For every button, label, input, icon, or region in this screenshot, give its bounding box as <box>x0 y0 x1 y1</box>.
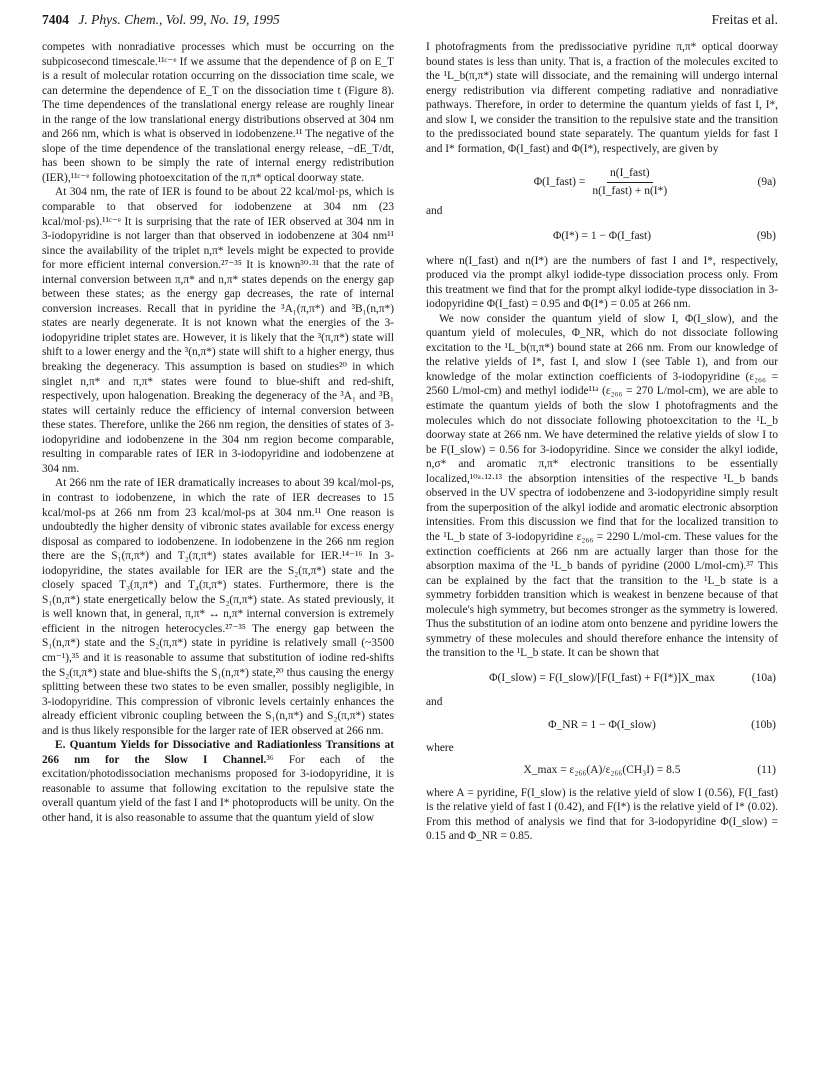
equation-11 <box>426 763 778 778</box>
equation-10b <box>426 718 778 733</box>
connector-text: and <box>426 696 443 709</box>
section-text: For each of the excitation/photodissociation mechanisms proposed for 3-iodopyridine, it is reasonable to assume that following excitation to the repulsive state the overall quantum yield of the fast I and I* photoproducts will be unity. On the other hand, it is also reasonable to assume that the quantum yield of slow <box>42 753 395 824</box>
fraction-denominator: n(I_fast) + n(I*) <box>592 184 668 197</box>
equation-expression: Φ(I*) = 1 − Φ(I_fast) <box>552 230 652 243</box>
connector-text: where <box>426 741 454 754</box>
equation-lhs: Φ(I_fast) = <box>533 176 586 189</box>
connector-text: and <box>426 205 443 218</box>
paragraph: where n(I_fast) and n(I*) are the numbers of fast I and I*, respectively, produced via the prompt alkyl iodide-type dissociation process only. From this treatment we find that for the prompt alkyl iodide-type dissociation in 3-iodopyridine Φ(I_fast) = 0.95 and Φ(I*) = 0.05 at 266 nm. <box>426 254 778 311</box>
equation-number: (9b) <box>756 230 776 243</box>
paragraph: We now consider the quantum yield of slow I, Φ(I_slow), and the quantum yield of molecules, Φ_NR, which do not dissociate following excitation to the ¹L_b(π,π*) bound state at 266 nm. From our knowledge of the relative yields of I*, fast I, and slow I (see Table 1), and from our knowledge of the molar extinction coefficients of 3-iodopyridine (ε₂₆₆ = 2560 L/mol-cm) and methyl iodide¹¹ᵃ (ε₂₆₆ = 270 L/mol-cm), we are able to estimate the quantum yields of both the slow I photofragments and the molecules which do not dissociate following photoexcitation to the ¹L_b doorway state at 266 nm. We have determined the relative yields of slow I to be F(I_slow) = 0.56 for 3-iodopyridine. Since we consider the alkyl iodide, n,σ* and aromatic π,π* electronic transitions to be essentially localized,¹⁰ᵃ·¹²·¹³ the absorption intensities of the respective ¹L_b bands observed in the UV spectra of iodobenzene and 3-iodopyridine simply result from the superposition of the alkyl iodide and aromatic electronic absorption intensities. From this discussion we find that for the localized transition to the ¹L_b state of 3-iodopyridine ε₂₆₆ = 2290 L/mol-cm. These values for the extinction coefficients at 266 nm are actually larger than those for the absorption maxima of the ¹L_b bands of pyridine (2000 L/mol-cm).³⁷ This can be explained by the fact that the transition to the ¹L_b state is a symmetry forbidden transition which is weakest in benzene because of that molecule's high symmetry, but becomes stronger as the symmetry is lowered. Thus the substitution of an iodine atom onto benzene and pyridine lowers the symmetry of these molecules and should therefore enhance the intensity of the transition to the ¹L_b state. It can be shown that <box>426 312 778 660</box>
paragraph: At 266 nm the rate of IER dramatically increases to about 39 kcal/mol-ps, in contrast to iodobenzene, in which the rate of IER decreases to 15 kcal/mol-ps at 266 nm from 23 kcal/mol-ps at 304 nm.¹¹ One reason is undoubtedly the higher density of vibronic states available for excess energy disposal as compared to iodobenzene. In iodobenzene in the 266 nm region there are the S₁(π,π*) and T₂(π,π*) states available for IER.¹⁴⁻¹⁶ In 3-iodopyridine, the states available for IER are the S₂(π,π*) state and the closely spaced T₃(π,π*) and T₄(π,π*) states. Furthermore, there is the S₁(n,π*) state energetically below the S₂(π,π*) state. As stated previously, it is well known that, in general, π,π* ↔ n,π* internal conversion is extremely efficient in the nitrogen heterocycles.²⁷⁻³⁵ The energy gap between the S₁(n,π*) state and the S₂(π,π*) state in pyridine is relatively small (~3500 cm⁻¹),³⁵ and it is reasonable to assume that substitution of iodine red-shifts the S₂(π,π*) state and blue-shifts the S₁(n,π*) state,²⁰ thus causing the energy splitting between these two states to be even smaller, possibly negligible, in 3-iodopyridine. This compression of vibronic levels certainly enhances the already efficient vibronic coupling between the S₁(n,π*) and S₂(π,π*) states and is thus likely responsible for the larger rate of IER observed at 266 nm. <box>42 477 394 737</box>
fraction-numerator: n(I_fast) <box>607 166 653 183</box>
right-column <box>426 40 778 844</box>
running-authors: Freitas et al. <box>711 12 778 27</box>
page-header <box>42 12 778 32</box>
section-paragraph <box>42 738 394 825</box>
equation-number: (9a) <box>757 176 776 189</box>
equation-expression: Φ_NR = 1 − Φ(I_slow) <box>548 718 656 731</box>
journal-citation: J. Phys. Chem., Vol. 99, No. 19, 1995 <box>78 12 280 27</box>
section-reference: ³⁶ <box>266 753 274 766</box>
equation-10a <box>426 671 778 686</box>
equation-number: (10b) <box>751 718 776 731</box>
left-column <box>42 40 394 826</box>
equation-number: (10a) <box>751 671 776 684</box>
equation-9a <box>426 166 778 198</box>
page-number: 7404 <box>42 12 69 27</box>
paragraph: where A = pyridine, F(I_slow) is the relative yield of slow I (0.56), F(I_fast) is the relative yield of fast I (0.42), and F(I*) is the relative yield of I* (0.02). From this method of analysis we find that for 3-iodopyridine Φ(I_slow) = 0.15 and Φ_NR = 0.85. <box>426 786 778 843</box>
equation-9b <box>426 229 778 244</box>
paragraph: I photofragments from the predissociative pyridine π,π* optical doorway bound states is less than unity. That is, a fraction of the molecules excited to the ¹L_b(π,π*) state will dissociate, and the remaining will undergo internal energy redistribution via different competing radiative and nonradiative pathways. Therefore, in order to determine the quantum yields of fast I, I*, and slow I, we consider the transition to the repulsive state and the transition to the predissociated bound state separately. The quantum yields for fast I and I* formation, Φ(I_fast) and Φ(I*), respectively, are given by <box>426 41 778 155</box>
equation-expression: X_max = ε₂₆₆(A)/ε₂₆₆(CH₃I) = 8.5 <box>523 764 681 777</box>
equation-number: (11) <box>757 764 776 777</box>
equation-expression: Φ(I_slow) = F(I_slow)/[F(I_fast) + F(I*)]X_max <box>489 671 715 684</box>
equation-fraction <box>589 166 670 198</box>
paragraph: At 304 nm, the rate of IER is found to be about 22 kcal/mol·ps, which is comparable to that observed for iodobenzene at 304 nm (23 kcal/mol·ps).¹¹ᶜ⁻ᵉ It is surprising that the rate of IER observed at 304 nm in 3-iodopyridine is not larger than that observed in iodobenzene at 304 nm¹¹ since the availability of the triplet n,π* levels might be expected to provide for more efficient internal conversion.²⁷⁻³⁵ It is known³⁰·³¹ that the rate of internal conversion between π,π* and n,π* states depends on the energy gap between these states; as the energy gap decreases, the rate of internal conversion increases. Recall that in pyridine the ³A₁(π,π*) and ³B₁(n,π*) states are nearly degenerate. It is not known what the energies of the 3-iodopyridine triplet states are. However, it is likely that the ³(π,π*) state will shift to a lower energy and the ³(n,π*) state will shift to a higher energy, thus breaking the degeneracy. This assumption is based on studies²⁰ in which singlet n,π* and π,π* states were found to blue-shift and red-shift, respectively, upon halogenation. Breaking the degeneracy of the ³A₁ and ³B₁ states will certainly reduce the efficiency of internal conversion between these states. Therefore, unlike the 266 nm region, the densities of states of 3-iodopyridine and iodobenzene in the 304 nm region become comparable, resulting in comparable rates of IER in 3-iodopyridine and iodobenzene at 304 nm. <box>42 186 394 475</box>
section-heading: E. Quantum Yields for Dissociative and Radiationless Transitions at 266 nm for the Slow I Channel. <box>42 739 394 766</box>
paragraph: competes with nonradiative processes which must be occurring on the subpicosecond timescale.¹¹ᶜ⁻ᵉ If we assume that the dependence of β on E_T is a result of molecular rotation occurring on the dissociation time scale, we can determine the dependence of E_T on the dissociation time t (Figure 8). The time dependences of the translational energy release are roughly linear in the range of the low translational energy distributions observed at 304 nm and 266 nm, which is what is observed in iodobenzene.¹¹ The negative of the slope of the time dependence of the translational energy release, −dE_T/dt, has been shown to be simply the rate of internal energy redistribution (IER),¹¹ᶜ⁻ᵉ following photoexcitation of the π,π* optical doorway state. <box>42 41 394 184</box>
